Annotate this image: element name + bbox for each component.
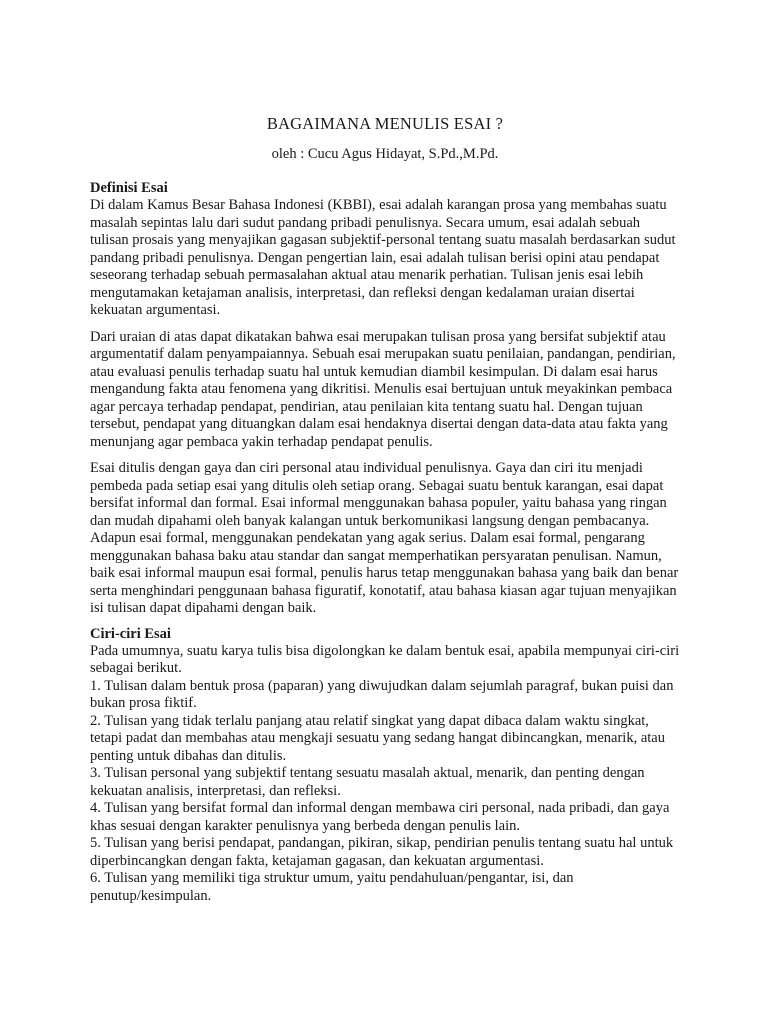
section-ciri-ciri-esai xyxy=(90,625,680,906)
paragraph: Di dalam Kamus Besar Bahasa Indonesi (KBBI), esai adalah karangan prosa yang membahas suatu masalah sepintas lalu dari sudut pandang pribadi penulisnya. Secara umum, esai adalah sebuah tulisan prosais yang menyajikan gagasan subjektif-personal tentang suatu masalah berdasarkan sudut pandang pribadi penulisnya. Dengan pengertian lain, esai adalah tulisan berisi opini atau pendapat seseorang terhadap sebuah permasalahan aktual atau menarik perhatian. Tulisan jenis esai lebih mengutamakan ketajaman analisis, interpretasi, dan refleksi dengan kedalaman uraian disertai kekuatan argumentasi. xyxy=(90,197,676,318)
paragraph: Dari uraian di atas dapat dikatakan bahwa esai merupakan tulisan prosa yang bersifat subjektif atau argumentatif dalam penyampaiannya. Sebuah esai merupakan suatu penilaian, pandangan, pendirian, atau evaluasi penulis terhadap suatu hal untuk kemudian diambil kesimpulan. Di dalam esai harus mengandung fakta atau fenomena yang dikritisi. Menulis esai bertujuan untuk meyakinkan pembaca agar percaya terhadap pendapat, pendirian, atau penilaian kita tentang suatu hal. Dengan tujuan tersebut, pendapat yang dituangkan dalam esai hendaknya disertai dengan data-data atau fakta yang menunjang agar pembaca yakin terhadap pendapat penulis. xyxy=(90,328,676,450)
list-item: 6. Tulisan yang memiliki tiga struktur umum, yaitu pendahuluan/pengantar, isi, dan penutup/kesimpulan. xyxy=(90,870,574,904)
author-byline: oleh : Cucu Agus Hidayat, S.Pd.,M.Pd. xyxy=(271,146,499,162)
list-item: 5. Tulisan yang berisi pendapat, pandangan, pikiran, sikap, pendirian penulis tentang suatu hal untuk diperbincangkan dengan fakta, ketajaman gagasan, dan kekuatan argumentasi. xyxy=(90,835,674,869)
section-definisi-esai xyxy=(90,179,680,618)
page-title: BAGAIMANA MENULIS ESAI ? xyxy=(266,114,504,133)
paragraph: Esai ditulis dengan gaya dan ciri personal atau individual penulisnya. Gaya dan ciri itu menjadi pembeda pada setiap esai yang ditulis oleh setiap orang. Sebagai suatu bentuk karangan, esai dapat bersifat informal dan formal. Esai informal menggunakan bahasa populer, yaitu bahasa yang ringan dan mudah dipahami oleh banyak kalangan untuk berkomunikasi langsung dengan pembacanya. Adapun esai formal, menggunakan pendekatan yang agak serius. Dalam esai formal, pengarang menggunakan bahasa baku atau standar dan sangat memperhatikan persyaratan penulisan. Namun, baik esai informal maupun esai formal, penulis harus tetap menggunakan bahasa yang baik dan benar serta menghindari penggunaan bahasa figuratif, konotatif, atau bahasa kiasan agar tujuan menyajikan isi tulisan dapat dipahami dengan baik. xyxy=(90,460,679,616)
list-item: 3. Tulisan personal yang subjektif tentang sesuatu masalah aktual, menarik, dan penting dengan kekuatan analisis, interpretasi, dan refleksi. xyxy=(90,765,645,799)
list-item: 2. Tulisan yang tidak terlalu panjang atau relatif singkat yang dapat dibaca dalam waktu singkat, tetapi padat dan membahas atau mengkaji sesuatu yang sedang hangat dibincangkan, menarik, atau penting untuk dibahas dan ditulis. xyxy=(90,712,665,764)
list-item: 4. Tulisan yang bersifat formal dan informal dengan membawa ciri personal, nada pribadi, dan gaya khas sesuai dengan karakter penulisnya yang berbeda dengan penulis lain. xyxy=(90,800,670,834)
list-intro: Pada umumnya, suatu karya tulis bisa digolongkan ke dalam bentuk esai, apabila mempunyai ciri-ciri sebagai berikut. xyxy=(90,642,680,676)
section-heading: Ciri-ciri Esai xyxy=(90,625,171,642)
criteria-list xyxy=(90,678,680,906)
document-page xyxy=(90,113,680,905)
list-item: 1. Tulisan dalam bentuk prosa (paparan) yang diwujudkan dalam sejumlah paragraf, bukan puisi dan bukan prosa fiktif. xyxy=(90,677,674,711)
section-heading: Definisi Esai xyxy=(90,180,168,196)
